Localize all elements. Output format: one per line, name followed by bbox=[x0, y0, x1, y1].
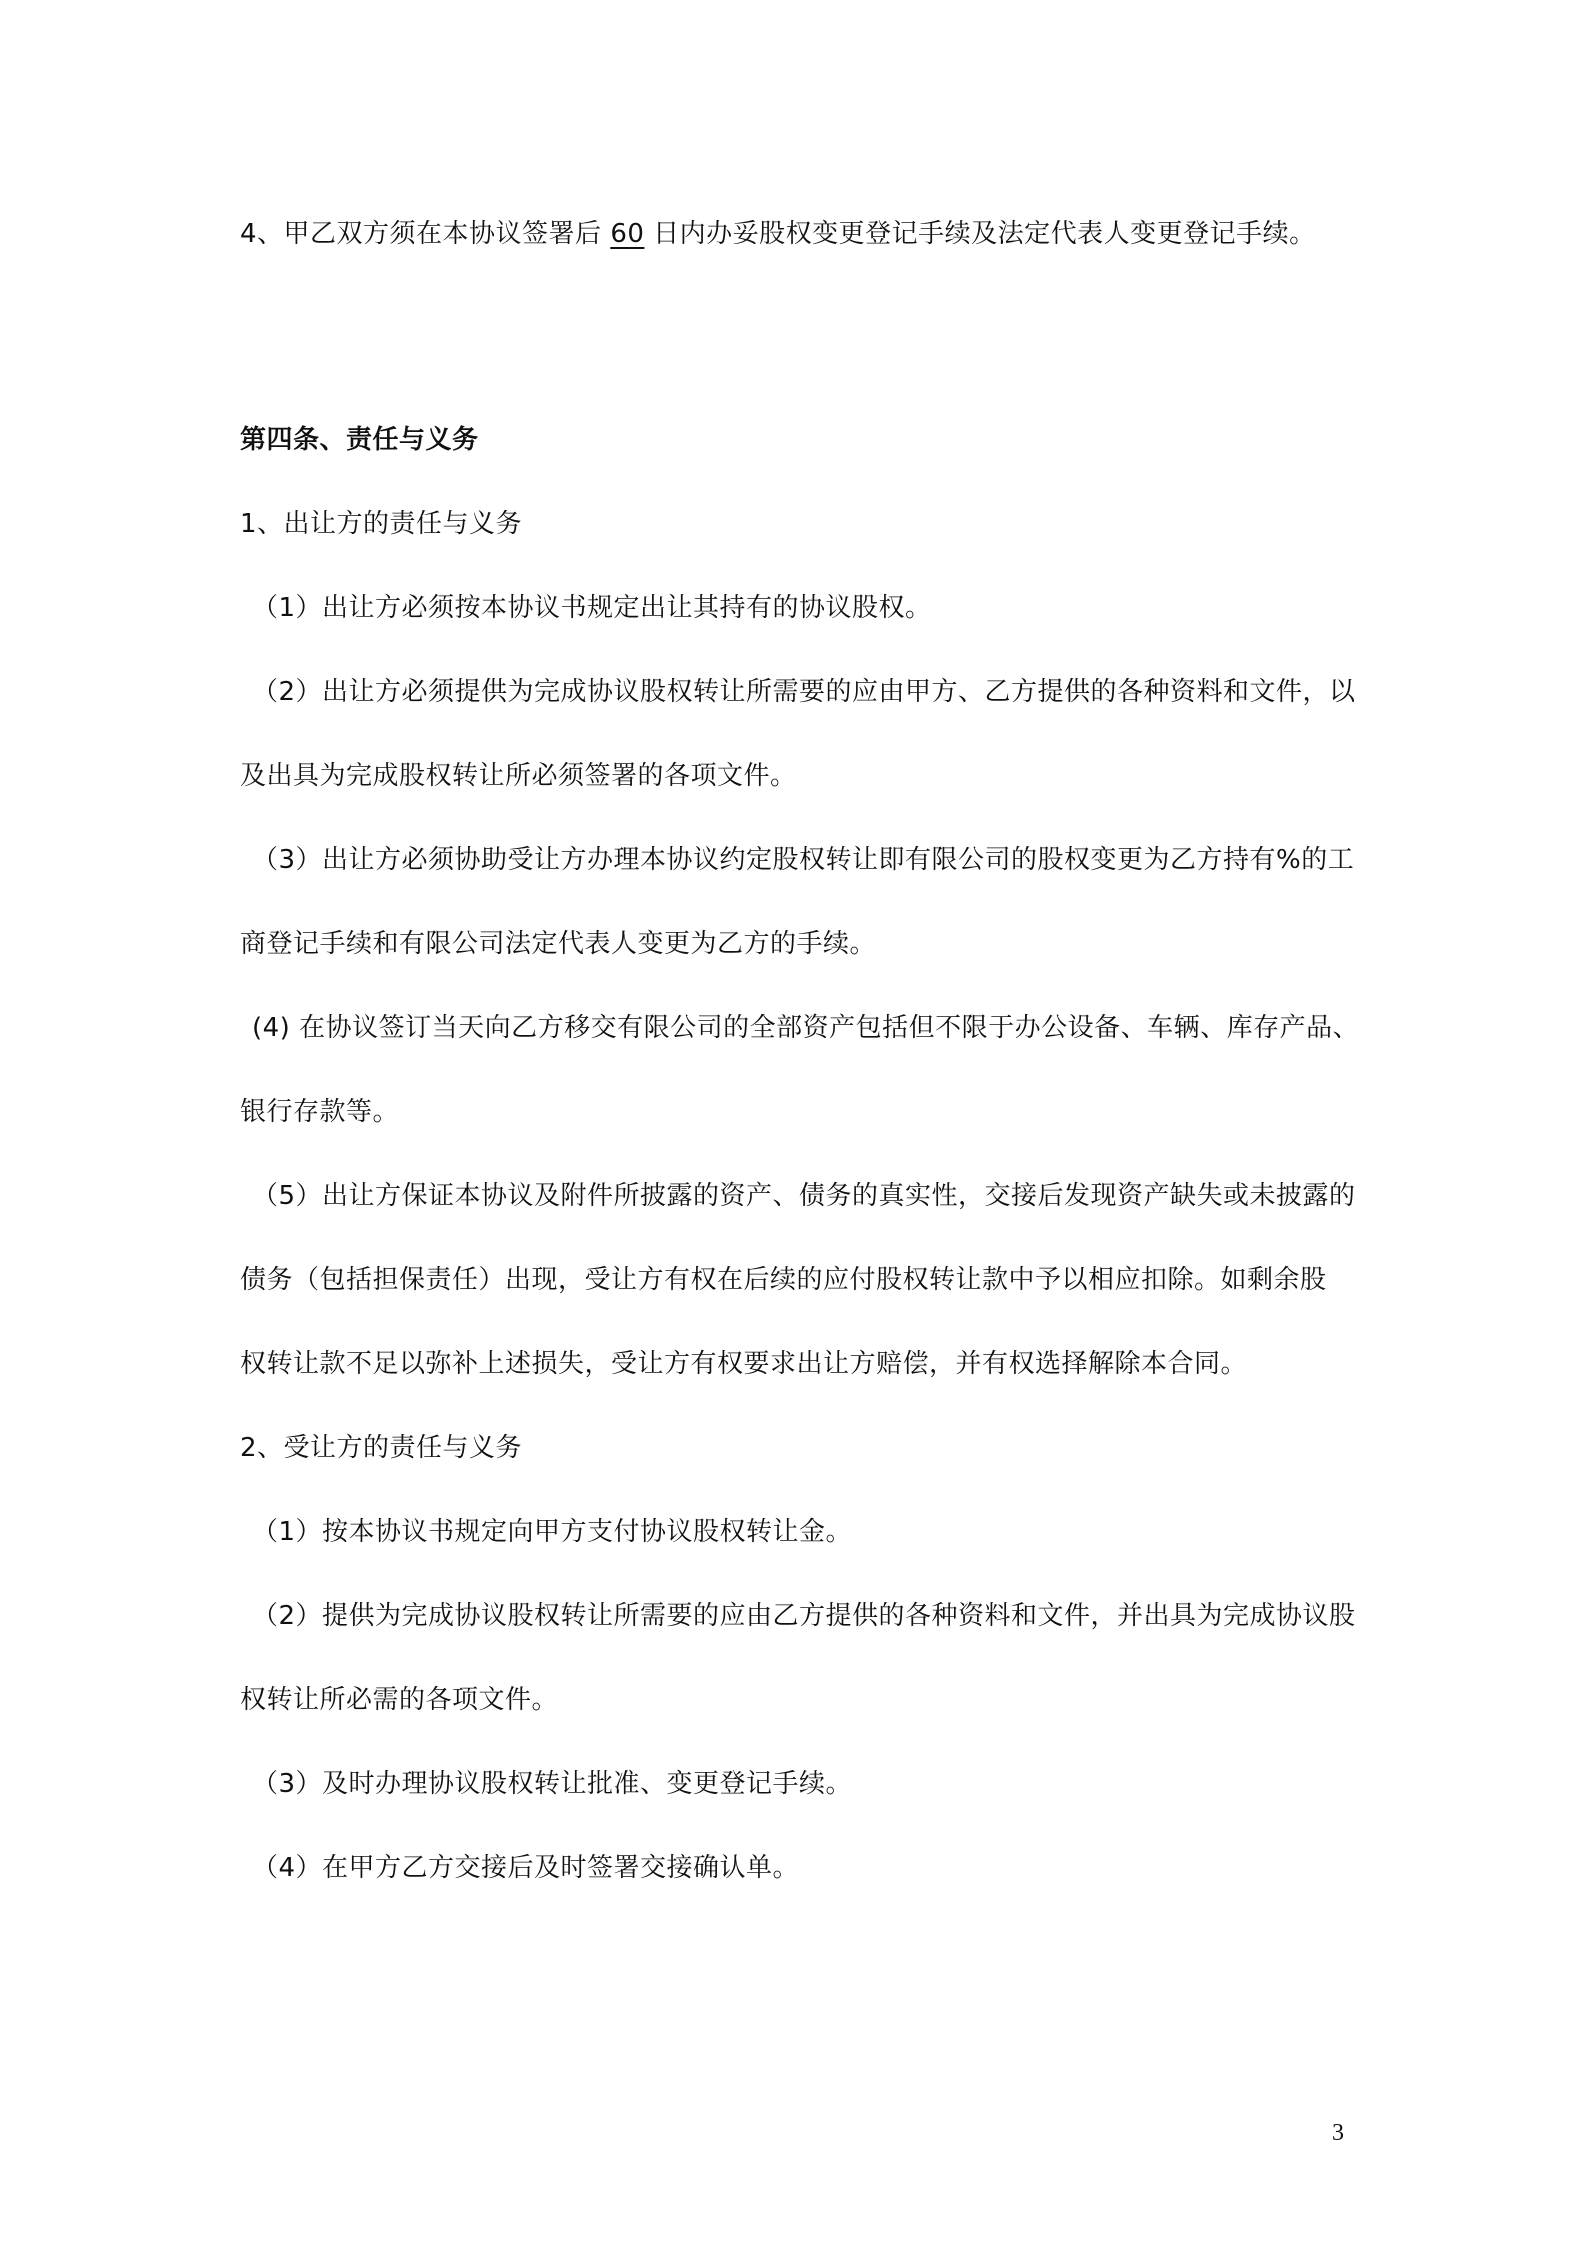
transferee-item-4: （4）在甲方乙方交接后及时签署交接确认单。 bbox=[252, 1853, 800, 1883]
transferor-item-3-line-2: 商登记手续和有限公司法定代表人变更为乙方的手续。 bbox=[240, 929, 877, 959]
transferor-item-4-line-2: 银行存款等。 bbox=[240, 1097, 400, 1127]
transferor-heading: 1、出让方的责任与义务 bbox=[240, 509, 523, 539]
transferor-item-1: （1）出让方必须按本协议书规定出让其持有的协议股权。 bbox=[252, 593, 932, 623]
page-number: 3 bbox=[1332, 2120, 1344, 2146]
transferor-item-5-line-1: （5）出让方保证本协议及附件所披露的资产、债务的真实性，交接后发现资产缺失或未披露的 bbox=[252, 1181, 1356, 1211]
transferee-item-2-line-1: （2）提供为完成协议股权转让所需要的应由乙方提供的各种资料和文件，并出具为完成协议股 bbox=[252, 1601, 1356, 1631]
transferor-item-5-line-3: 权转让款不足以弥补上述损失，受让方有权要求出让方赔偿，并有权选择解除本合同。 bbox=[240, 1349, 1248, 1379]
transferee-item-3: （3）及时办理协议股权转让批准、变更登记手续。 bbox=[252, 1769, 853, 1799]
transferor-item-3-line-1: （3）出让方必须协助受让方办理本协议约定股权转让即有限公司的股权变更为乙方持有%的工 bbox=[252, 845, 1355, 875]
transferor-item-5-line-2: 债务（包括担保责任）出现，受让方有权在后续的应付股权转让款中予以相应扣除。如剩余股 bbox=[240, 1265, 1327, 1295]
transferee-heading: 2、受让方的责任与义务 bbox=[240, 1433, 523, 1463]
clause-4-days: 60 bbox=[610, 219, 645, 249]
article-heading: 第四条、责任与义务 bbox=[240, 425, 479, 455]
transferor-item-2-line-2: 及出具为完成股权转让所必须签署的各项文件。 bbox=[240, 761, 797, 791]
clause-4-suffix: 日内办妥股权变更登记手续及法定代表人变更登记手续。 bbox=[644, 219, 1316, 249]
transferee-item-2-line-2: 权转让所必需的各项文件。 bbox=[240, 1685, 559, 1715]
clause-4-paragraph bbox=[240, 216, 1360, 252]
transferor-item-2-line-1: （2）出让方必须提供为完成协议股权转让所需要的应由甲方、乙方提供的各种资料和文件，以 bbox=[252, 677, 1356, 707]
transferor-item-4-line-1: (4) 在协议签订当天向乙方移交有限公司的全部资产包括但不限于办公设备、车辆、库存产品、 bbox=[252, 1013, 1360, 1043]
transferee-item-1: （1）按本协议书规定向甲方支付协议股权转让金。 bbox=[252, 1517, 853, 1547]
clause-4-prefix: 4、甲乙双方须在本协议签署后 bbox=[240, 219, 611, 249]
